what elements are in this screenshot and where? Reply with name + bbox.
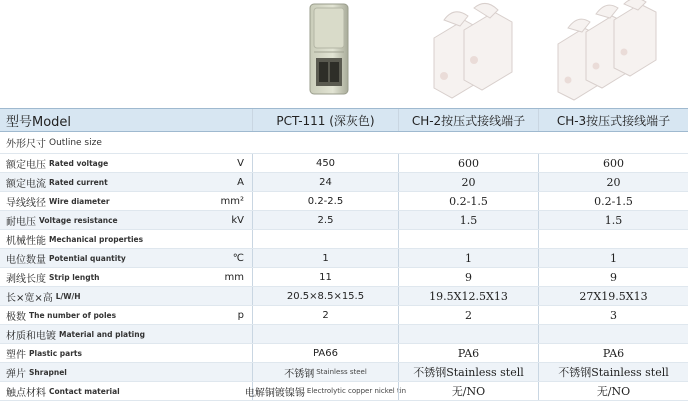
value-pct-111: 20.5×8.5×15.5 bbox=[286, 290, 365, 302]
table-row bbox=[0, 173, 688, 192]
spec-label-zh: 额定电流 bbox=[6, 178, 46, 190]
spec-label-en: The number of poles bbox=[29, 310, 117, 320]
spec-unit bbox=[200, 344, 252, 362]
value-pct-111-en: Stainless steel bbox=[316, 368, 367, 376]
cell-pct-111 bbox=[252, 268, 398, 286]
spec-label-zh: 电位数量 bbox=[6, 254, 46, 266]
value-ch-3 bbox=[538, 325, 688, 343]
spec-label bbox=[0, 173, 200, 191]
spec-label bbox=[0, 287, 200, 305]
spec-unit: A bbox=[237, 176, 244, 188]
value-ch-2: 19.5X12.5X13 bbox=[398, 287, 538, 305]
table-row bbox=[0, 192, 688, 211]
value-ch-3 bbox=[538, 230, 688, 248]
spec-unit: ℃ bbox=[232, 252, 244, 264]
value-pct-111: 不锈钢 bbox=[284, 368, 315, 380]
spec-label-en: Potential quantity bbox=[49, 253, 126, 263]
spec-label-zh: 导线线径 bbox=[6, 197, 46, 209]
value-pct-111: 0.2-2.5 bbox=[307, 195, 344, 207]
value-ch-2 bbox=[398, 230, 538, 248]
spec-label-zh: 塑件 bbox=[6, 349, 26, 361]
header-product-3: CH-3按压式接线端子 bbox=[538, 109, 688, 131]
header-product-1: PCT-111 (深灰色) bbox=[252, 109, 398, 131]
spec-rows bbox=[0, 154, 688, 401]
spec-label-zh: 极数 bbox=[6, 311, 26, 323]
spec-label bbox=[0, 306, 200, 324]
spec-label-zh: 额定电压 bbox=[6, 159, 46, 171]
table-row bbox=[0, 382, 688, 401]
spec-label-zh: 剥线长度 bbox=[6, 273, 46, 285]
ch-2-product-image bbox=[420, 0, 530, 104]
value-pct-111: 2.5 bbox=[317, 214, 334, 226]
table-row bbox=[0, 287, 688, 306]
table-row bbox=[0, 211, 688, 230]
value-ch-2: 2 bbox=[398, 306, 538, 324]
cell-pct-111 bbox=[252, 344, 398, 362]
cell-pct-111 bbox=[252, 192, 398, 210]
spec-label bbox=[0, 249, 200, 267]
spec-unit: mm bbox=[224, 271, 244, 283]
spec-label-en: Mechanical properties bbox=[49, 234, 144, 244]
value-ch-2: 无/NO bbox=[398, 382, 538, 400]
cell-pct-111 bbox=[252, 325, 398, 343]
table-row bbox=[0, 344, 688, 363]
value-ch-2: 9 bbox=[398, 268, 538, 286]
spec-label-zh: 长×宽×高 bbox=[6, 292, 53, 304]
pct-111-product-image bbox=[300, 0, 360, 104]
value-ch-3: 无/NO bbox=[538, 382, 688, 400]
spec-label-en: Rated voltage bbox=[49, 158, 109, 168]
cell-pct-111 bbox=[252, 173, 398, 191]
spec-label-zh: 机械性能 bbox=[6, 235, 46, 247]
spec-label bbox=[0, 268, 200, 286]
spec-label bbox=[0, 344, 200, 362]
value-pct-111: 450 bbox=[315, 157, 336, 169]
spec-label-zh: 材质和电镀 bbox=[6, 330, 56, 342]
spec-label-en: Shrapnel bbox=[29, 367, 67, 377]
value-ch-2: PA6 bbox=[398, 344, 538, 362]
header-product-2: CH-2按压式接线端子 bbox=[398, 109, 538, 131]
spec-label bbox=[0, 230, 200, 248]
value-ch-2: 不锈钢Stainless stell bbox=[398, 363, 538, 381]
table-row bbox=[0, 268, 688, 287]
value-ch-3: 20 bbox=[538, 173, 688, 191]
value-ch-3: 9 bbox=[538, 268, 688, 286]
spec-label-en: Strip length bbox=[49, 272, 100, 282]
spec-label bbox=[0, 154, 200, 172]
value-pct-111: 2 bbox=[322, 309, 329, 321]
value-ch-2: 1 bbox=[398, 249, 538, 267]
table-row bbox=[0, 230, 688, 249]
spec-label bbox=[0, 192, 200, 210]
spec-label-zh: 触点材料 bbox=[6, 387, 46, 399]
value-ch-3: 0.2-1.5 bbox=[538, 192, 688, 210]
value-ch-2: 20 bbox=[398, 173, 538, 191]
spec-label bbox=[0, 363, 200, 381]
spec-label-en: L/W/H bbox=[55, 291, 81, 301]
header-model-label: 型号Model bbox=[6, 114, 72, 130]
value-pct-111: PA66 bbox=[313, 347, 338, 359]
value-ch-3: 1.5 bbox=[538, 211, 688, 229]
value-ch-2: 0.2-1.5 bbox=[398, 192, 538, 210]
spec-label-en: Wire diameter bbox=[49, 196, 110, 206]
cell-pct-111 bbox=[252, 230, 398, 248]
table-row bbox=[0, 249, 688, 268]
section-title-zh: 外形尺寸 bbox=[6, 139, 46, 150]
spec-label bbox=[0, 382, 200, 400]
value-pct-111: 24 bbox=[319, 176, 332, 188]
value-ch-2 bbox=[398, 325, 538, 343]
value-ch-3: 不锈钢Stainless stell bbox=[538, 363, 688, 381]
product-images bbox=[0, 0, 688, 106]
spec-label-zh: 耐电压 bbox=[6, 216, 36, 228]
spec-unit bbox=[200, 325, 252, 343]
cell-pct-111 bbox=[252, 306, 398, 324]
table-row bbox=[0, 154, 688, 173]
cell-pct-111 bbox=[244, 382, 407, 400]
spec-label-en: Contact material bbox=[49, 386, 120, 396]
spec-unit: mm² bbox=[220, 195, 244, 207]
value-ch-2: 1.5 bbox=[398, 211, 538, 229]
value-ch-3: 27X19.5X13 bbox=[538, 287, 688, 305]
spec-unit bbox=[200, 287, 252, 305]
value-pct-111-en: Electrolytic copper nickel tin bbox=[306, 387, 407, 395]
cell-pct-111 bbox=[252, 363, 398, 381]
value-pct-111: 11 bbox=[319, 271, 332, 283]
spec-unit: kV bbox=[231, 214, 244, 226]
table-header-row bbox=[0, 108, 688, 132]
value-ch-2: 600 bbox=[398, 154, 538, 172]
value-ch-3: 600 bbox=[538, 154, 688, 172]
spec-label-en: Plastic parts bbox=[29, 348, 82, 358]
table-row bbox=[0, 325, 688, 344]
ch-3-product-image bbox=[548, 0, 672, 104]
section-title-en: Outline size bbox=[49, 137, 102, 148]
spec-unit: V bbox=[237, 157, 244, 169]
spec-label bbox=[0, 211, 200, 229]
table-row bbox=[0, 306, 688, 325]
spec-label bbox=[0, 325, 200, 343]
value-ch-3: 3 bbox=[538, 306, 688, 324]
cell-pct-111 bbox=[252, 287, 398, 305]
section-outline-size bbox=[0, 132, 688, 154]
spec-label-en: Material and plating bbox=[59, 329, 145, 339]
spec-unit bbox=[200, 363, 252, 381]
spec-label-en: Voltage resistance bbox=[39, 215, 118, 225]
value-ch-3: 1 bbox=[538, 249, 688, 267]
cell-pct-111 bbox=[252, 249, 398, 267]
table-row bbox=[0, 363, 688, 382]
cell-pct-111 bbox=[252, 211, 398, 229]
value-pct-111: 电解铜镀镍锡 bbox=[244, 387, 305, 399]
spec-label-zh: 弹片 bbox=[6, 368, 26, 380]
spec-table bbox=[0, 108, 688, 401]
spec-unit: p bbox=[237, 309, 244, 321]
spec-label-en: Rated current bbox=[49, 177, 108, 187]
value-ch-3: PA6 bbox=[538, 344, 688, 362]
value-pct-111: 1 bbox=[322, 252, 329, 264]
spec-unit bbox=[200, 230, 252, 248]
cell-pct-111 bbox=[252, 154, 398, 172]
